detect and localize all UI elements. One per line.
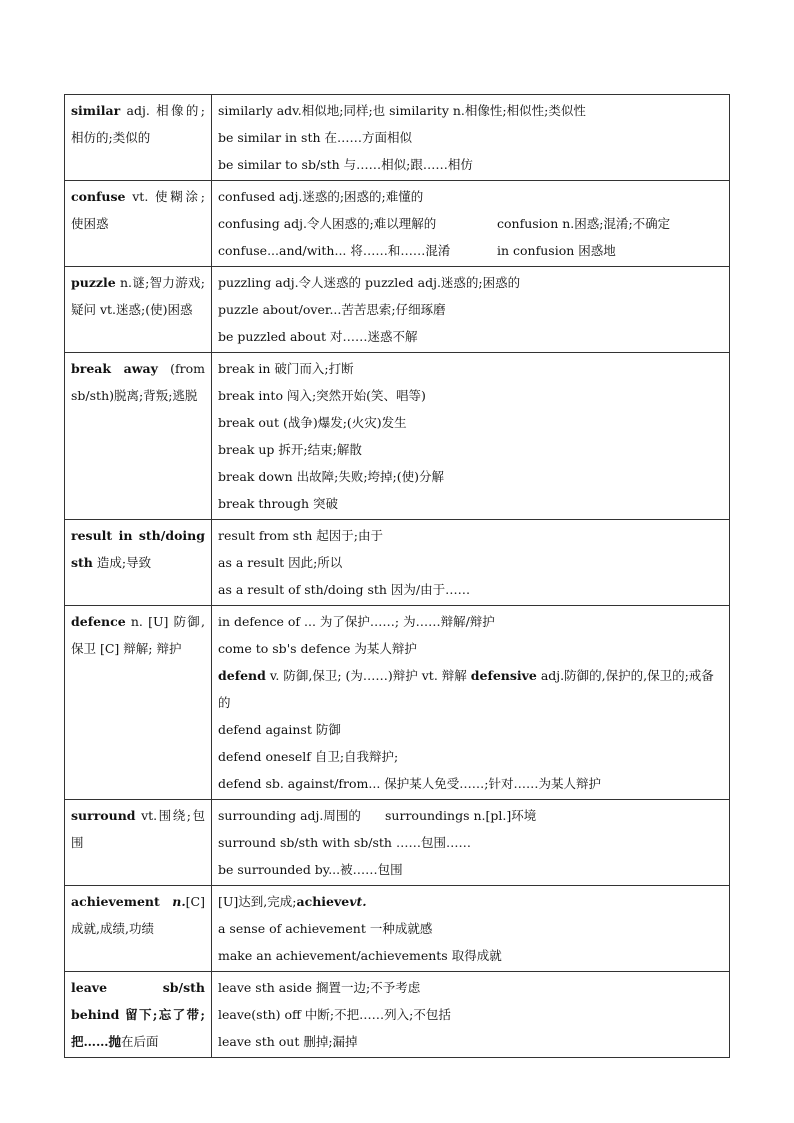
pair-right: in confusion 困惑地: [497, 243, 616, 258]
detail-line: defend sb. against/from... 保护某人免受……;针对……为某人辩护: [218, 776, 602, 791]
table-row: [65, 520, 730, 606]
keyword: defensive: [470, 668, 537, 683]
head-definition: vt.围绕;包围: [71, 808, 205, 850]
keyword: defend: [218, 668, 266, 683]
table-row: [65, 353, 730, 520]
head-word: surround: [71, 808, 136, 823]
detail-line: come to sb's defence 为某人辩护: [218, 641, 417, 656]
head-definition: 造成;导致: [92, 555, 152, 570]
head-definition: [C] 成就,成绩,功绩: [71, 894, 205, 936]
detail-line-defend: [218, 662, 723, 716]
detail-line: puzzling adj.令人迷惑的 puzzled adj.迷惑的;困惑的: [218, 275, 521, 290]
entry-details: [212, 95, 730, 181]
head-definition-bold: 留下;忘了带;把……抛: [71, 1007, 205, 1049]
entry-details: [212, 800, 730, 886]
entry-details: [212, 606, 730, 800]
head-word: achievement: [71, 894, 160, 909]
detail-line: make an achievement/achievements 取得成就: [218, 948, 502, 963]
table-row: [65, 800, 730, 886]
head-word: leave sb/sth behind: [71, 980, 205, 1022]
detail-line: surround sb/sth with sb/sth ……包围……: [218, 835, 471, 850]
head-word: similar: [71, 103, 121, 118]
detail-line: break in 破门而入;打断: [218, 361, 354, 376]
table-row: [65, 267, 730, 353]
head-definition: n.谜;智力游戏;疑问 vt.迷惑;(使)困惑: [71, 275, 205, 317]
detail-line: in defence of ... 为了保护……; 为……辩解/辩护: [218, 614, 495, 629]
pair-right: surroundings n.[pl.]环境: [385, 808, 537, 823]
detail-line-pair: [218, 237, 723, 264]
detail-line: similarly adv.相似地;同样;也 similarity n.相像性;相似性;类似性: [218, 103, 586, 118]
keyword-definition: v. 防御,保卫; (为……)辩护 vt. 辩解: [265, 668, 471, 683]
entry-details: [212, 267, 730, 353]
entry-head: [65, 800, 212, 886]
detail-line: break down 出故障;失败;垮掉;(使)分解: [218, 469, 445, 484]
detail-line: defend against 防御: [218, 722, 341, 737]
head-definition: 在后面: [121, 1034, 159, 1049]
detail-line: puzzle about/over...苦苦思索;仔细琢磨: [218, 302, 446, 317]
pair-left: surrounding adj.周围的: [218, 808, 361, 823]
detail-line: as a result of sth/doing sth 因为/由于……: [218, 582, 471, 597]
table-row: [65, 972, 730, 1058]
entry-details: [212, 886, 730, 972]
head-definition: adj. 相像的; 相仿的;类似的: [71, 103, 205, 145]
entry-details: [212, 972, 730, 1058]
detail-line: be similar in sth 在……方面相似: [218, 130, 413, 145]
detail-line: break through 突破: [218, 496, 339, 511]
pair-left: confusing adj.令人困惑的;难以理解的: [218, 216, 437, 231]
head-word: confuse: [71, 189, 126, 204]
detail-line: leave(sth) off 中断;不把……列入;不包括: [218, 1007, 451, 1022]
entry-head: [65, 353, 212, 520]
entry-head: [65, 181, 212, 267]
entry-head: [65, 972, 212, 1058]
table-row: [65, 95, 730, 181]
entry-head: [65, 520, 212, 606]
table-row: [65, 886, 730, 972]
detail-line: [218, 888, 723, 915]
table-row: [65, 181, 730, 267]
head-word: puzzle: [71, 275, 116, 290]
keyword-definition: adj.防御的,保护的,保卫的;戒备的: [218, 668, 714, 710]
detail-line: a sense of achievement 一种成就感: [218, 921, 433, 936]
detail-line: leave sth aside 搁置一边;不予考虑: [218, 980, 421, 995]
head-definition: n. [U] 防御,保卫 [C] 辩解; 辩护: [71, 614, 205, 656]
detail-line: break into 闯入;突然开始(笑、唱等): [218, 388, 426, 403]
detail-line: as a result 因此;所以: [218, 555, 343, 570]
head-definition: vt. 使糊涂; 使困惑: [71, 189, 205, 231]
detail-line: confused adj.迷惑的;困惑的;难懂的: [218, 189, 424, 204]
entry-details: [212, 181, 730, 267]
head-word: defence: [71, 614, 126, 629]
keyword: achieve: [296, 894, 350, 909]
detail-line: break out (战争)爆发;(火灾)发生: [218, 415, 407, 430]
vocabulary-table: [64, 94, 730, 1058]
entry-head: [65, 95, 212, 181]
entry-head: [65, 886, 212, 972]
head-word: break away: [71, 361, 158, 376]
detail-line-pair: [218, 802, 723, 829]
detail-line: be similar to sb/sth 与……相似;跟……相仿: [218, 157, 473, 172]
detail-line: break up 拆开;结束;解散: [218, 442, 362, 457]
pair-right: confusion n.困惑;混淆;不确定: [497, 216, 671, 231]
pair-left: confuse...and/with... 将……和……混淆: [218, 243, 451, 258]
table-row: [65, 606, 730, 800]
head-pos: n.: [159, 894, 186, 909]
detail-text: [U]达到,完成;: [218, 894, 297, 909]
head-definition: (from sb/sth)脱离;背叛;逃脱: [71, 361, 205, 403]
detail-line: result from sth 起因于;由于: [218, 528, 383, 543]
detail-line: be surrounded by...被……包围: [218, 862, 403, 877]
detail-line: leave sth out 删掉;漏掉: [218, 1034, 358, 1049]
head-word: result in sth/doing sth: [71, 528, 205, 570]
detail-line: defend oneself 自卫;自我辩护;: [218, 749, 399, 764]
detail-line: be puzzled about 对……迷惑不解: [218, 329, 418, 344]
entry-details: [212, 520, 730, 606]
detail-line-pair: [218, 210, 723, 237]
entry-details: [212, 353, 730, 520]
keyword-pos: vt.: [349, 894, 367, 909]
entry-head: [65, 267, 212, 353]
entry-head: [65, 606, 212, 800]
